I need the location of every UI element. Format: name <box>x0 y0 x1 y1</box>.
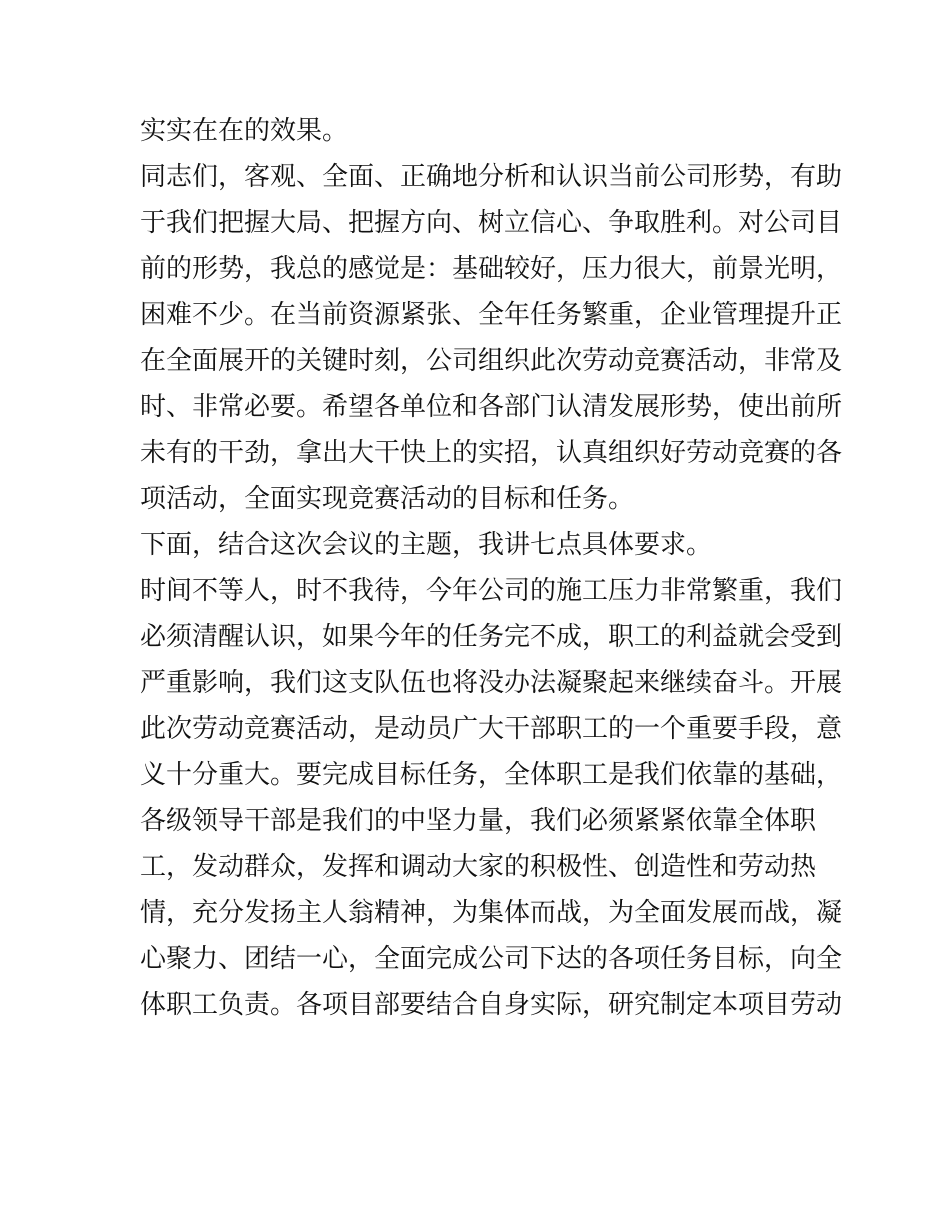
text-line: 前的形势，我总的感觉是：基础较好，压力很大，前景光明， <box>140 254 843 284</box>
text-line: 情，充分发扬主人翁精神，为集体而战，为全面发展而战，凝 <box>140 898 843 928</box>
text-line: 项活动，全面实现竞赛活动的目标和任务。 <box>140 484 635 514</box>
text-line: 各级领导干部是我们的中坚力量，我们必须紧紧依靠全体职 <box>140 806 817 836</box>
text-line: 严重影响，我们这支队伍也将没办法凝聚起来继续奋斗。开展 <box>140 668 843 698</box>
text-line: 时间不等人，时不我待，今年公司的施工压力非常繁重，我们 <box>140 576 843 606</box>
text-line: 在全面展开的关键时刻，公司组织此次劳动竞赛活动，非常及 <box>140 346 843 376</box>
text-line: 心聚力、团结一心，全面完成公司下达的各项任务目标，向全 <box>140 944 843 974</box>
text-line: 实实在在的效果。 <box>140 116 349 146</box>
text-line: 时、非常必要。希望各单位和各部门认清发展形势，使出前所 <box>140 392 843 422</box>
text-line: 此次劳动竞赛活动，是动员广大干部职工的一个重要手段，意 <box>140 714 843 744</box>
text-line: 未有的干劲，拿出大干快上的实招，认真组织好劳动竞赛的各 <box>140 438 843 468</box>
text-line: 同志们，客观、全面、正确地分析和认识当前公司形势，有助 <box>140 162 843 192</box>
text-line: 工，发动群众，发挥和调动大家的积极性、创造性和劳动热 <box>140 852 817 882</box>
text-line: 体职工负责。各项目部要结合自身实际，研究制定本项目劳动 <box>140 990 843 1020</box>
text-line: 困难不少。在当前资源紧张、全年任务繁重，企业管理提升正 <box>140 300 843 330</box>
text-line: 于我们把握大局、把握方向、树立信心、争取胜利。对公司目 <box>140 208 843 238</box>
text-line: 义十分重大。要完成目标任务，全体职工是我们依靠的基础， <box>140 760 843 790</box>
text-line: 必须清醒认识，如果今年的任务完不成，职工的利益就会受到 <box>140 622 843 652</box>
text-line: 下面，结合这次会议的主题，我讲七点具体要求。 <box>140 530 713 560</box>
body-text <box>140 108 843 1028</box>
